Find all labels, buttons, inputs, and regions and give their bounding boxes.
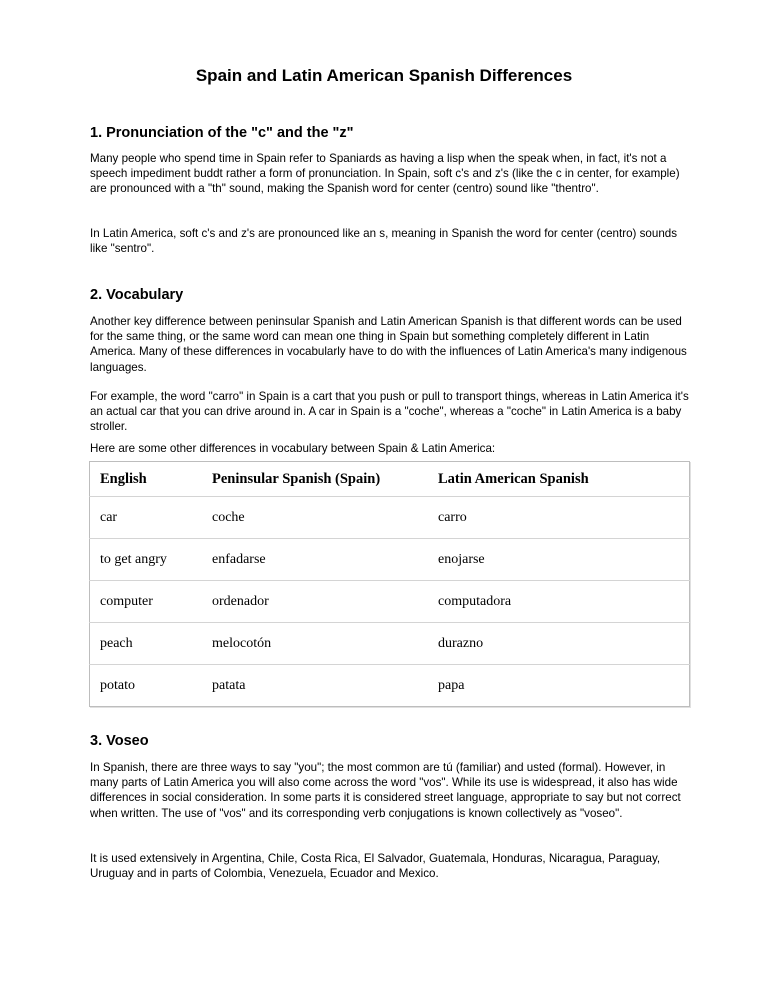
column-header: English — [90, 462, 203, 497]
table-cell: ordenador — [202, 581, 428, 623]
paragraph: For example, the word "carro" in Spain is a cart that you push or pull to transport things, whereas in Latin America it's an actual car that you can drive around in. A car in Spain is a "coche", whereas a "coche" in Latin America is a baby stroller. — [90, 390, 689, 434]
section-heading-vocabulary: 2. Vocabulary — [90, 287, 184, 303]
vocabulary-table — [89, 461, 690, 707]
section-heading-voseo: 3. Voseo — [90, 733, 149, 749]
table-cell: enfadarse — [202, 539, 428, 581]
table-row — [90, 581, 690, 623]
table-row — [90, 497, 690, 539]
table-cell: computer — [90, 581, 203, 623]
paragraph: Here are some other differences in vocabulary between Spain & Latin America: — [90, 442, 496, 455]
table-row — [90, 623, 690, 665]
table-cell: carro — [428, 497, 690, 539]
table-cell: coche — [202, 497, 428, 539]
table-cell: car — [90, 497, 203, 539]
table-cell: peach — [90, 623, 203, 665]
table-cell: enojarse — [428, 539, 690, 581]
table-header-row — [90, 462, 690, 497]
paragraph: In Latin America, soft c's and z's are pronounced like an s, meaning in Spanish the word for center (centro) sounds like "sentro". — [90, 227, 678, 256]
paragraph: In Spanish, there are three ways to say "you"; the most common are tú (familiar) and usted (formal). However, in many parts of Latin America you will also come across the word "vos". While its use is widespread, it also has wide differences in social consideration. In some parts it is considered street language, appropriate to say but not correct when written. The use of "vos" and its corresponding verb conjugations is known collectively as "voseo". — [90, 761, 681, 820]
table-row — [90, 539, 690, 581]
paragraph: It is used extensively in Argentina, Chile, Costa Rica, El Salvador, Guatemala, Honduras, Nicaragua, Paraguay, Uruguay and in parts of Colombia, Venezuela, Ecuador and Mexico. — [90, 852, 661, 881]
paragraph: Another key difference between peninsular Spanish and Latin American Spanish is that different words can be used for the same thing, or the same word can mean one thing in Spain but something completely different in Latin America. Many of these differences in vocabularly have to do with the influences of Latin America's many indigenous languages. — [90, 315, 687, 374]
column-header: Peninsular Spanish (Spain) — [202, 462, 428, 497]
table-cell: melocotón — [202, 623, 428, 665]
paragraph: Many people who spend time in Spain refer to Spaniards as having a lisp when the speak when, in fact, it's not a speech impediment buddt rather a form of pronunciation. In Spain, soft c's and z's (like the c in center, for example) are pronounced with a "th" sound, making the Spanish word for center (centro) sound like "thentro". — [90, 152, 680, 196]
table-cell: computadora — [428, 581, 690, 623]
section-heading-pronunciation: 1. Pronunciation of the "c" and the "z" — [90, 125, 354, 141]
column-header: Latin American Spanish — [428, 462, 690, 497]
table-row — [90, 665, 690, 707]
table-cell: potato — [100, 677, 135, 693]
table-cell: durazno — [428, 623, 690, 665]
table-cell: patata — [212, 677, 246, 693]
table-cell: papa — [438, 677, 465, 693]
page-title: Spain and Latin American Spanish Differences — [195, 66, 573, 85]
table-cell: to get angry — [90, 539, 203, 581]
